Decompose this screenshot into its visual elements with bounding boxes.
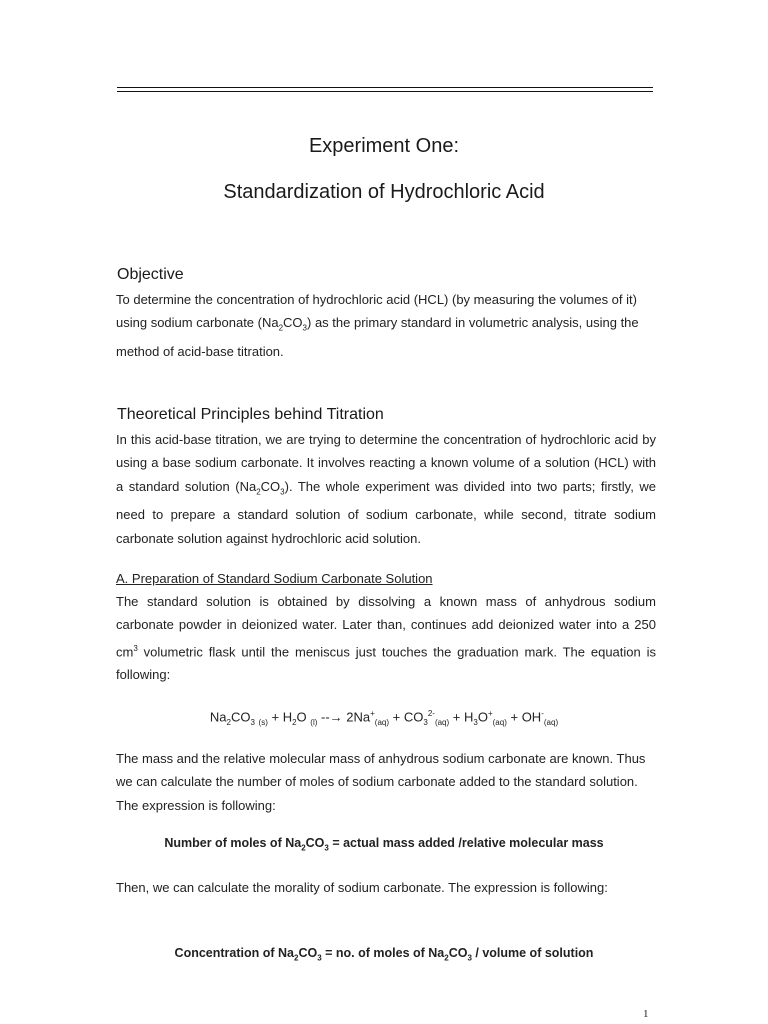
section-a-paragraph: The standard solution is obtained by dissolving a known mass of anhydrous sodium carbonate powder in deionized water. Later than, continues add deionized water into a 250 $cm^3$ volumetric flask until the meniscus just touches the graduation mark. The equation is following:: [116, 594, 656, 683]
concentration-formula: Concentration of $Na_2CO_3$ = no. of moles of $Na_2CO_3$ / volume of solution: [174, 946, 594, 963]
title-line-1: Experiment One:: [308, 135, 460, 157]
top-rule-2: [117, 91, 653, 92]
reaction-equation: $Na_2CO_3$ $_{(s)} + H_2O$ $_{(l)}$ --→ $2Na^+_{(aq)} + CO_3^{2-}_{(aq)} + H_3O^+_{(aq)} + OH^-_{(aq)}$: [209, 709, 559, 727]
mass-paragraph: The mass and the relative molecular mass of anhydrous sodium carbonate are known. Thus we can calculate the number of moles of sodium carbonate added to the standard solution. The expression is following:: [116, 751, 646, 813]
objective-heading: Objective: [117, 266, 184, 283]
title-line-2: Standardization of Hydrochloric Acid: [223, 181, 545, 203]
then-paragraph: Then, we can calculate the morality of sodium carbonate. The expression is following:: [116, 880, 608, 895]
page-number: 1: [643, 1008, 649, 1020]
top-rule-1: [117, 87, 653, 88]
moles-formula: Number of moles of $Na_2CO_3$ = actual mass added /relative molecular mass: [164, 836, 604, 853]
objective-paragraph: To determine the concentration of hydrochloric acid (HCL) (by measuring the volumes of it) using sodium carbonate $(Na_2CO_3)$ as the primary standard in volumetric analysis, using the method of acid-base titration.: [116, 292, 639, 360]
principles-heading: Theoretical Principles behind Titration: [117, 406, 384, 423]
principles-paragraph: In this acid-base titration, we are trying to determine the concentration of hydrochloric acid by using a base sodium carbonate. It involves reacting a known volume of a solution (HCL) with a standard solution $(Na_2CO_3)$. The whole experiment was divided into two parts; firstly, we need to prepare a standard solution of sodium carbonate, while second, titrate sodium carbonate solution against hydrochloric acid solution.: [116, 432, 656, 546]
section-a-heading: A. Preparation of Standard Sodium Carbonate Solution: [116, 571, 433, 586]
